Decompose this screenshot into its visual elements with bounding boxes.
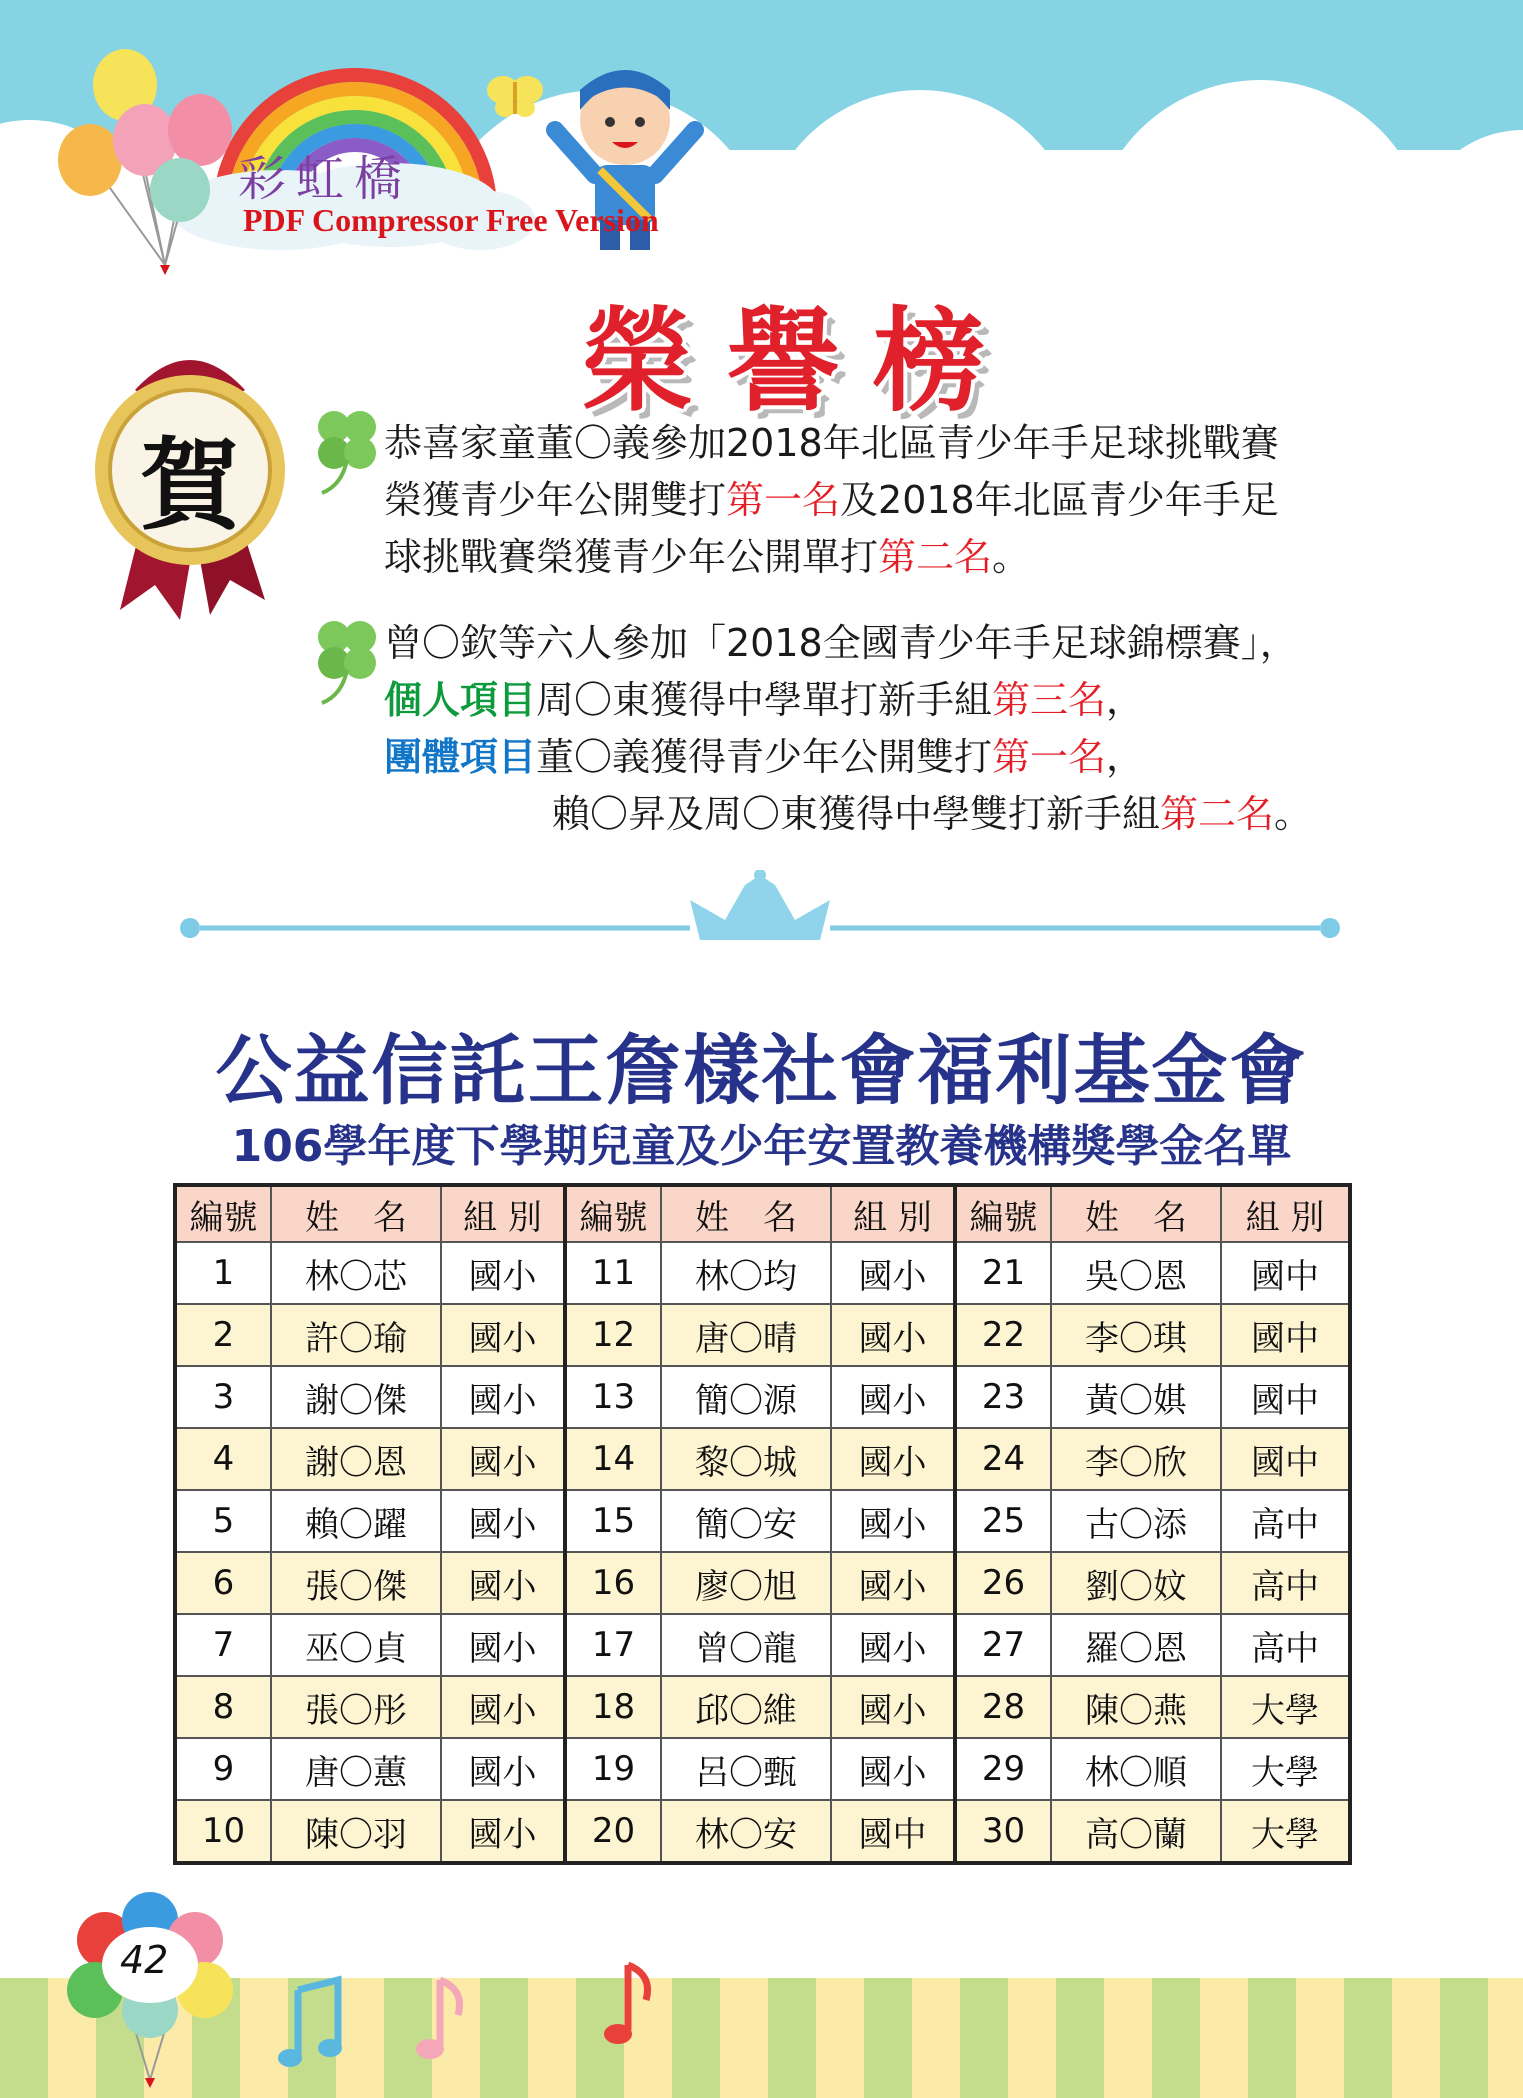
- cell-name: 黃〇娸: [1051, 1366, 1221, 1428]
- rank-highlight: 第三名: [992, 678, 1107, 722]
- balloon-cluster-icon: [60, 1880, 240, 2090]
- honor-item-1: [384, 415, 1279, 586]
- honor-item-1-line-2: [384, 472, 1279, 529]
- text-span: 球挑戰賽榮獲青少年公開單打: [384, 535, 879, 579]
- cell-name: 廖〇旭: [661, 1552, 831, 1614]
- cell-group: 國小: [441, 1428, 565, 1490]
- honor-roll-title: 榮譽榜: [581, 297, 1019, 427]
- cell-name: 謝〇傑: [271, 1366, 441, 1428]
- crown-divider: [170, 870, 1350, 950]
- header-group: 組 別: [441, 1185, 565, 1242]
- table-header-row: [175, 1185, 1350, 1242]
- cell-name: 呂〇甄: [661, 1738, 831, 1800]
- cell-name: 張〇彤: [271, 1676, 441, 1738]
- cell-number: 26: [955, 1552, 1051, 1614]
- balloons-icon: [50, 40, 250, 290]
- honor-item-1-line-1: 恭喜家童董〇義參加2018年北區青少年手足球挑戰賽: [384, 421, 1279, 465]
- cell-name: 古〇添: [1051, 1490, 1221, 1552]
- cell-number: 12: [565, 1304, 661, 1366]
- cell-number: 21: [955, 1242, 1051, 1304]
- rank-highlight: 第二名: [1160, 792, 1275, 836]
- cell-number: 22: [955, 1304, 1051, 1366]
- music-note-icon: [400, 1965, 470, 2075]
- cell-number: 9: [175, 1738, 271, 1800]
- text-span: 賴〇昇及周〇東獲得中學雙打新手組: [552, 792, 1161, 836]
- cell-number: 17: [565, 1614, 661, 1676]
- cell-group: 國小: [831, 1490, 955, 1552]
- cell-group: 大學: [1221, 1800, 1350, 1863]
- cell-name: 曾〇龍: [661, 1614, 831, 1676]
- honor-item-2-line-3: [384, 729, 1312, 786]
- cell-name: 陳〇羽: [271, 1800, 441, 1863]
- cell-number: 5: [175, 1490, 271, 1552]
- table-row: [175, 1428, 1350, 1490]
- cell-name: 賴〇躍: [271, 1490, 441, 1552]
- header-name: 姓 名: [661, 1185, 831, 1242]
- page-number: 42: [120, 1938, 169, 1982]
- cell-number: 2: [175, 1304, 271, 1366]
- cell-name: 許〇瑜: [271, 1304, 441, 1366]
- music-note-icon: [278, 1970, 348, 2080]
- cell-number: 20: [565, 1800, 661, 1863]
- cell-name: 林〇安: [661, 1800, 831, 1863]
- medal-badge-text: 賀: [140, 427, 240, 544]
- cell-group: 高中: [1221, 1614, 1350, 1676]
- cell-name: 簡〇源: [661, 1366, 831, 1428]
- cell-number: 15: [565, 1490, 661, 1552]
- cell-number: 18: [565, 1676, 661, 1738]
- cell-number: 23: [955, 1366, 1051, 1428]
- honor-item-2-line-4: [384, 786, 1312, 843]
- table-row: [175, 1738, 1350, 1800]
- cell-group: 國小: [441, 1800, 565, 1863]
- cell-number: 28: [955, 1676, 1051, 1738]
- cell-group: 國小: [441, 1304, 565, 1366]
- cell-group: 大學: [1221, 1738, 1350, 1800]
- cell-group: 國小: [831, 1242, 955, 1304]
- cell-name: 李〇欣: [1051, 1428, 1221, 1490]
- cell-number: 25: [955, 1490, 1051, 1552]
- cell-number: 4: [175, 1428, 271, 1490]
- cell-name: 謝〇恩: [271, 1428, 441, 1490]
- cell-name: 簡〇安: [661, 1490, 831, 1552]
- cell-number: 14: [565, 1428, 661, 1490]
- cell-number: 27: [955, 1614, 1051, 1676]
- table-row: [175, 1676, 1350, 1738]
- cell-number: 24: [955, 1428, 1051, 1490]
- clover-icon: [312, 615, 382, 705]
- clover-icon: [312, 405, 382, 495]
- category-label: 團體項目: [384, 735, 537, 779]
- cell-number: 1: [175, 1242, 271, 1304]
- text-span: 。: [992, 535, 1031, 579]
- honor-item-2: [384, 615, 1312, 843]
- music-note-icon: [588, 1950, 658, 2060]
- cell-group: 大學: [1221, 1676, 1350, 1738]
- cell-group: 國小: [441, 1366, 565, 1428]
- cell-group: 高中: [1221, 1552, 1350, 1614]
- cell-name: 張〇傑: [271, 1552, 441, 1614]
- table-row: [175, 1552, 1350, 1614]
- rank-highlight: 第一名: [992, 735, 1107, 779]
- cell-group: 國小: [441, 1738, 565, 1800]
- header-group: 組 別: [831, 1185, 955, 1242]
- cell-number: 6: [175, 1552, 271, 1614]
- cell-group: 國小: [831, 1676, 955, 1738]
- cell-name: 林〇均: [661, 1242, 831, 1304]
- cell-group: 國中: [1221, 1242, 1350, 1304]
- cell-name: 陳〇燕: [1051, 1676, 1221, 1738]
- text-span: 及2018年北區青少年手足: [840, 478, 1279, 522]
- cell-number: 10: [175, 1800, 271, 1863]
- text-span: 董〇義獲得青少年公開雙打: [536, 735, 993, 779]
- table-row: [175, 1366, 1350, 1428]
- cell-name: 黎〇城: [661, 1428, 831, 1490]
- cell-group: 國小: [831, 1614, 955, 1676]
- header-number: 編號: [955, 1185, 1051, 1242]
- cell-group: 國小: [831, 1366, 955, 1428]
- cell-group: 國中: [1221, 1428, 1350, 1490]
- rank-highlight: 第二名: [878, 535, 993, 579]
- cell-name: 唐〇晴: [661, 1304, 831, 1366]
- cell-group: 國中: [1221, 1366, 1350, 1428]
- cell-group: 國小: [441, 1490, 565, 1552]
- honor-item-1-line-3: [384, 529, 1279, 586]
- cell-group: 國中: [1221, 1304, 1350, 1366]
- header-name: 姓 名: [271, 1185, 441, 1242]
- table-row: [175, 1614, 1350, 1676]
- cell-number: 30: [955, 1800, 1051, 1863]
- cell-group: 國中: [831, 1800, 955, 1863]
- cell-number: 11: [565, 1242, 661, 1304]
- rank-highlight: 第一名: [726, 478, 841, 522]
- cell-number: 29: [955, 1738, 1051, 1800]
- cell-name: 吳〇恩: [1051, 1242, 1221, 1304]
- brand-logo-text: 彩虹橋: [238, 151, 413, 207]
- cell-number: 7: [175, 1614, 271, 1676]
- foundation-name: 公益信託王詹樣社會福利基金會: [215, 1026, 1308, 1115]
- table-row: [175, 1490, 1350, 1552]
- butterfly-icon: [485, 70, 545, 120]
- scholarship-table: [173, 1183, 1352, 1865]
- cell-group: 國小: [831, 1552, 955, 1614]
- text-span: 周〇東獲得中學單打新手組: [536, 678, 993, 722]
- watermark-text: PDF Compressor Free Version: [243, 202, 659, 238]
- cell-name: 巫〇貞: [271, 1614, 441, 1676]
- header-group: 組 別: [1221, 1185, 1350, 1242]
- header-number: 編號: [565, 1185, 661, 1242]
- cell-name: 李〇琪: [1051, 1304, 1221, 1366]
- cell-group: 國小: [441, 1242, 565, 1304]
- text-span: ，: [1106, 735, 1145, 779]
- header-number: 編號: [175, 1185, 271, 1242]
- table-row: [175, 1800, 1350, 1863]
- text-span: ，: [1106, 678, 1145, 722]
- cell-number: 8: [175, 1676, 271, 1738]
- cell-group: 高中: [1221, 1490, 1350, 1552]
- cell-number: 3: [175, 1366, 271, 1428]
- text-span: 。: [1274, 792, 1313, 836]
- honor-item-2-line-1: 曾〇欽等六人參加「2018全國青少年手足球錦標賽」，: [384, 621, 1298, 665]
- cell-name: 林〇芯: [271, 1242, 441, 1304]
- table-row: [175, 1242, 1350, 1304]
- cell-name: 唐〇蕙: [271, 1738, 441, 1800]
- cell-group: 國小: [831, 1428, 955, 1490]
- cell-group: 國小: [441, 1676, 565, 1738]
- cell-group: 國小: [441, 1614, 565, 1676]
- cell-group: 國小: [831, 1304, 955, 1366]
- cell-name: 林〇順: [1051, 1738, 1221, 1800]
- text-span: 榮獲青少年公開雙打: [384, 478, 727, 522]
- cell-name: 邱〇維: [661, 1676, 831, 1738]
- table-row: [175, 1304, 1350, 1366]
- scholarship-subtitle: 106學年度下學期兒童及少年安置教養機構獎學金名單: [231, 1121, 1292, 1172]
- cell-group: 國小: [831, 1738, 955, 1800]
- category-label: 個人項目: [384, 678, 537, 722]
- cell-number: 19: [565, 1738, 661, 1800]
- cell-group: 國小: [441, 1552, 565, 1614]
- header-name: 姓 名: [1051, 1185, 1221, 1242]
- honor-item-2-line-2: [384, 672, 1312, 729]
- cell-name: 劉〇妏: [1051, 1552, 1221, 1614]
- cell-name: 羅〇恩: [1051, 1614, 1221, 1676]
- cell-number: 16: [565, 1552, 661, 1614]
- cell-number: 13: [565, 1366, 661, 1428]
- cell-name: 高〇蘭: [1051, 1800, 1221, 1863]
